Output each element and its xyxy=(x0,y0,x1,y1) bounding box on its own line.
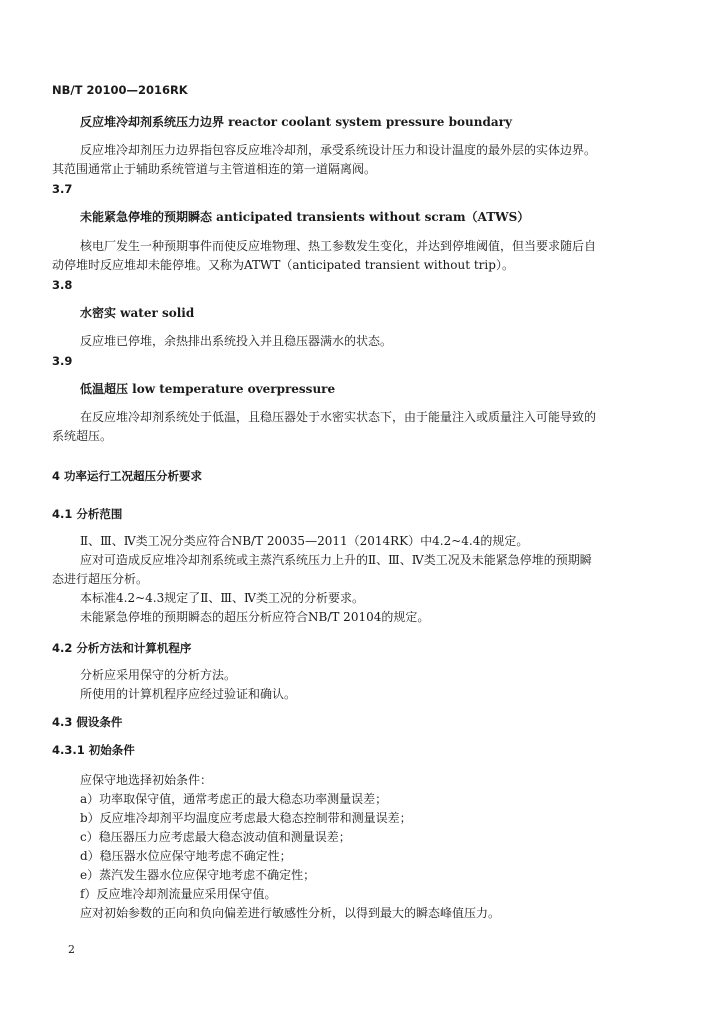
subsection-heading: 4.3.1 初始条件 xyxy=(52,743,135,757)
term-body-line: 其范围通常止于辅助系统管道与主管道相连的第一道隔离阀。 xyxy=(52,162,377,176)
term-body-line: 在反应堆冷却剂系统处于低温，且稳压器处于水密实状态下，由于能量注入或质量注入可能导致的 xyxy=(80,410,597,424)
list-item: a）功率取保守值，通常考虑正的最大稳态功率测量误差； xyxy=(80,792,388,806)
term-body-line: 核电厂发生一种预期事件而使反应堆物理、热工参数发生变化，并达到停堆阈值，但当要求随后自 xyxy=(80,239,597,253)
paragraph-line: Ⅱ、Ⅲ、Ⅳ类工况分类应符合NB/T 20035—2011（2014RK）中4.2~4.4的规定。 xyxy=(80,534,529,548)
list-item: c）稳压器压力应考虑最大稳态波动值和测量误差； xyxy=(80,830,351,844)
doc-code-header: NB/T 20100—2016RK xyxy=(52,83,188,97)
section-heading: 4 功率运行工况超压分析要求 xyxy=(52,469,203,483)
paragraph-line: 应对可造成反应堆冷却剂系统或主蒸汽系统压力上升的Ⅱ、Ⅲ、Ⅳ类工况及未能紧急停堆的预期瞬 xyxy=(80,553,592,567)
paragraph-line: 应对初始参数的正向和负向偏差进行敏感性分析，以得到最大的瞬态峰值压力。 xyxy=(80,906,501,920)
term-title-atws: 未能紧急停堆的预期瞬态 anticipated transients without scram（ATWS） xyxy=(80,210,530,224)
paragraph-line: 分析应采用保守的分析方法。 xyxy=(80,668,237,682)
clause-number: 3.8 xyxy=(52,278,73,292)
term-title-water-solid: 水密实 water solid xyxy=(80,306,195,320)
list-item: f）反应堆冷却剂流量应采用保守值。 xyxy=(80,887,277,901)
term-body-line: 动停堆时反应堆却未能停堆。又称为ATWT（anticipated transient without trip）。 xyxy=(52,258,514,272)
paragraph-line: 本标准4.2~4.3规定了Ⅱ、Ⅲ、Ⅳ类工况的分析要求。 xyxy=(80,591,364,605)
paragraph-line: 应保守地选择初始条件： xyxy=(80,773,213,787)
list-item: d）稳压器水位应保守地考虑不确定性； xyxy=(80,849,292,863)
subsection-heading: 4.2 分析方法和计算机程序 xyxy=(52,641,192,655)
list-item: b）反应堆冷却剂平均温度应考虑最大稳态控制带和测量误差； xyxy=(80,811,412,825)
subsection-heading: 4.3 假设条件 xyxy=(52,715,123,729)
term-body-line: 反应堆已停堆，余热排出系统投入并且稳压器满水的状态。 xyxy=(80,334,393,348)
clause-number: 3.7 xyxy=(52,182,73,196)
subsection-heading: 4.1 分析范围 xyxy=(52,507,123,521)
paragraph-line: 所使用的计算机程序应经过验证和确认。 xyxy=(80,687,297,701)
term-title-pressure-boundary: 反应堆冷却剂系统压力边界 reactor coolant system pressure boundary xyxy=(80,115,512,129)
paragraph-line: 未能紧急停堆的预期瞬态的超压分析应符合NB/T 20104的规定。 xyxy=(80,610,430,624)
term-body-line: 系统超压。 xyxy=(52,429,113,443)
list-item: e）蒸汽发生器水位应保守地考虑不确定性； xyxy=(80,868,316,882)
page-number: 2 xyxy=(68,943,75,956)
clause-number: 3.9 xyxy=(52,354,73,368)
term-body-line: 反应堆冷却剂压力边界指包容反应堆冷却剂，承受系统设计压力和设计温度的最外层的实体边界。 xyxy=(80,143,597,157)
term-title-low-temp-overpressure: 低温超压 low temperature overpressure xyxy=(80,382,336,396)
paragraph-line: 态进行超压分析。 xyxy=(52,572,149,586)
